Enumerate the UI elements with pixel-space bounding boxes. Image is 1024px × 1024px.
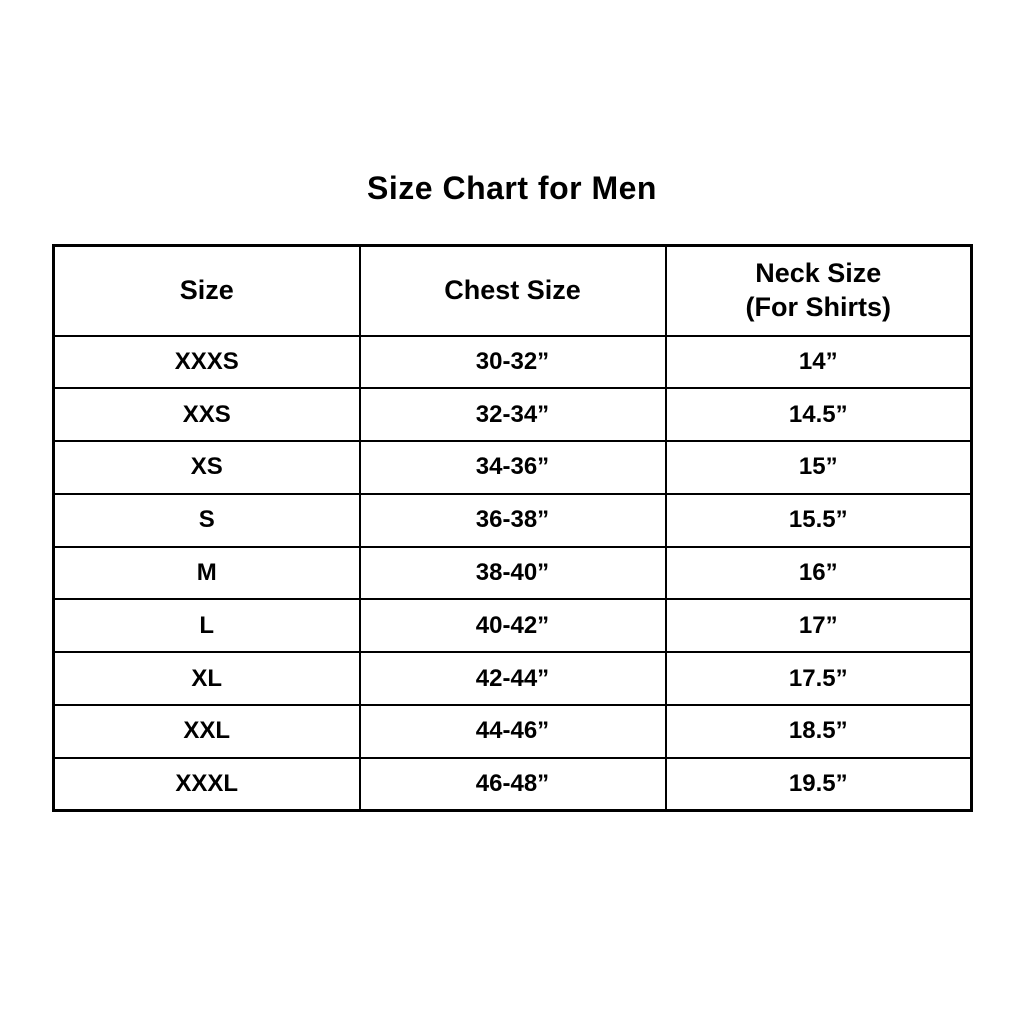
column-header-neck [666, 246, 972, 336]
table-row [54, 599, 972, 652]
neck-size-cell: 16” [666, 547, 972, 600]
size-cell: M [54, 547, 360, 600]
chest-size-cell: 30-32” [360, 336, 666, 389]
chest-size-cell: 36-38” [360, 494, 666, 547]
size-cell: XS [54, 441, 360, 494]
size-cell: S [54, 494, 360, 547]
chest-size-cell: 46-48” [360, 758, 666, 811]
chest-size-cell: 42-44” [360, 652, 666, 705]
neck-size-cell: 19.5” [666, 758, 972, 811]
neck-size-cell: 14” [666, 336, 972, 389]
table-header-row [54, 246, 972, 336]
table-row [54, 758, 972, 811]
neck-size-cell: 18.5” [666, 705, 972, 758]
table-row [54, 547, 972, 600]
neck-size-cell: 15.5” [666, 494, 972, 547]
table-row [54, 388, 972, 441]
neck-size-cell: 15” [666, 441, 972, 494]
table-row [54, 652, 972, 705]
chest-size-cell: 44-46” [360, 705, 666, 758]
size-cell: XXS [54, 388, 360, 441]
size-chart-table [52, 244, 973, 812]
column-header-neck-line2: (For Shirts) [745, 291, 891, 322]
neck-size-cell: 17” [666, 599, 972, 652]
size-cell: XXL [54, 705, 360, 758]
chest-size-cell: 38-40” [360, 547, 666, 600]
table-row [54, 705, 972, 758]
neck-size-cell: 17.5” [666, 652, 972, 705]
chest-size-cell: 34-36” [360, 441, 666, 494]
column-header-neck-line1: Neck Size [755, 258, 882, 288]
size-cell: XXXS [54, 336, 360, 389]
column-header-chest: Chest Size [360, 246, 666, 336]
chest-size-cell: 40-42” [360, 599, 666, 652]
column-header-size: Size [54, 246, 360, 336]
table-row [54, 441, 972, 494]
size-table-body [54, 336, 972, 811]
chest-size-cell: 32-34” [360, 388, 666, 441]
size-cell: L [54, 599, 360, 652]
table-row [54, 494, 972, 547]
size-cell: XXXL [54, 758, 360, 811]
size-cell: XL [54, 652, 360, 705]
neck-size-cell: 14.5” [666, 388, 972, 441]
page-title: Size Chart for Men [367, 170, 657, 206]
table-row [54, 336, 972, 389]
